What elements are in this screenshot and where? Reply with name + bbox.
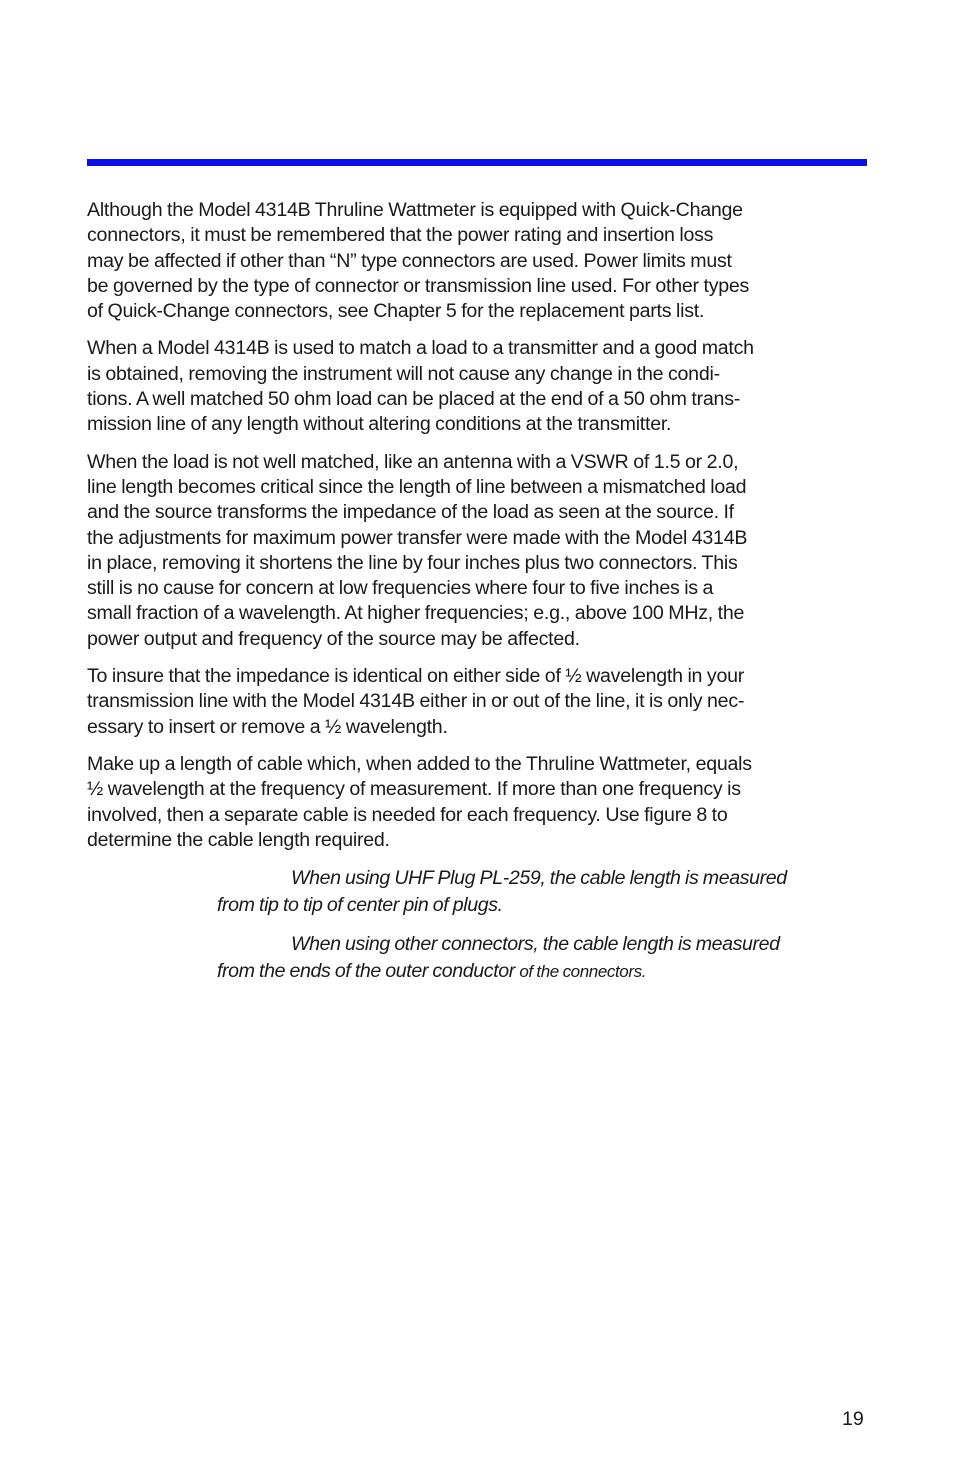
note-line-text: from the ends of the outer conductor	[217, 960, 520, 983]
paragraph-cable-length	[87, 752, 867, 853]
paragraph-line: ½ wavelength at the frequency of measurement. If more than one frequency is	[87, 778, 741, 801]
paragraph-line: essary to insert or remove a ½ wavelength.	[87, 715, 448, 738]
paragraph-good-match	[87, 336, 867, 437]
note-uhf-plug	[217, 865, 847, 919]
paragraph-half-wavelength	[87, 664, 867, 740]
paragraph-line: involved, then a separate cable is needed for each frequency. Use figure 8 to	[87, 803, 728, 826]
paragraph-mismatched-load	[87, 450, 867, 652]
note-line-small-text: of the connectors.	[519, 962, 647, 982]
note-line: When using other connectors, the cable length is measured	[291, 933, 780, 956]
header-rule	[87, 159, 867, 166]
paragraph-line: Make up a length of cable which, when added to the Thruline Wattmeter, equals	[87, 752, 752, 775]
paragraph-line: When the load is not well matched, like an antenna with a VSWR of 1.5 or 2.0,	[87, 450, 739, 473]
note-line-text: from tip to tip of center pin of plugs.	[217, 894, 503, 917]
note-line	[217, 958, 847, 985]
paragraph-line: connectors, it must be remembered that the power rating and insertion loss	[87, 224, 714, 247]
paragraph-line: in place, removing it shortens the line by four inches plus two connectors. This	[87, 551, 738, 574]
note-line	[217, 892, 847, 919]
note-line: When using UHF Plug PL-259, the cable length is measured	[291, 867, 787, 890]
paragraph-connectors	[87, 198, 867, 324]
page-number: 19	[842, 1408, 864, 1430]
paragraph-line: of Quick-Change connectors, see Chapter 5 for the replacement parts list.	[87, 300, 705, 323]
paragraph-line: the adjustments for maximum power transfer were made with the Model 4314B	[87, 526, 748, 549]
note-other-connectors	[217, 931, 847, 985]
paragraph-line: may be affected if other than “N” type connectors are used. Power limits must	[87, 249, 732, 272]
paragraph-line: Although the Model 4314B Thruline Wattmeter is equipped with Quick-Change	[87, 199, 743, 221]
paragraph-line: be governed by the type of connector or transmission line used. For other types	[87, 274, 750, 297]
paragraph-line: and the source transforms the impedance of the load as seen at the source. If	[87, 501, 734, 524]
paragraph-line: transmission line with the Model 4314B either in or out of the line, it is only nec-	[87, 690, 745, 713]
paragraph-line: power output and frequency of the source may be affected.	[87, 627, 580, 650]
paragraph-line: line length becomes critical since the length of line between a mismatched load	[87, 475, 747, 498]
paragraph-line: tions. A well matched 50 ohm load can be placed at the end of a 50 ohm trans-	[87, 388, 741, 411]
paragraph-line: When a Model 4314B is used to match a load to a transmitter and a good match	[87, 337, 754, 360]
paragraph-line: mission line of any length without altering conditions at the transmitter.	[87, 413, 672, 436]
paragraph-line: is obtained, removing the instrument will not cause any change in the condi-	[87, 362, 720, 385]
page-content	[87, 198, 867, 997]
paragraph-line: determine the cable length required.	[87, 828, 390, 851]
paragraph-line: To insure that the impedance is identical on either side of ½ wavelength in your	[87, 665, 745, 688]
paragraph-line: small fraction of a wavelength. At higher frequencies; e.g., above 100 MHz, the	[87, 602, 745, 625]
paragraph-line: still is no cause for concern at low frequencies where four to five inches is a	[87, 577, 714, 600]
